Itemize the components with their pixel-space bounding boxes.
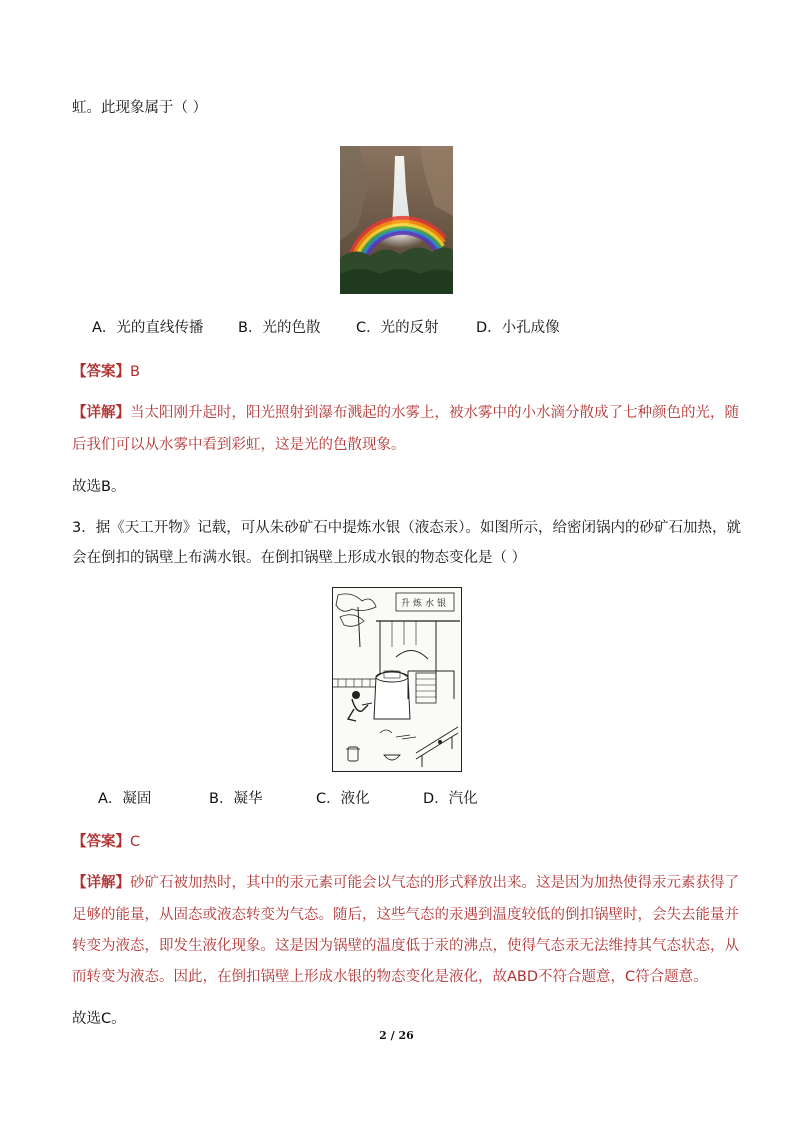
answer-value: C <box>130 834 141 850</box>
option-b: B．光的色散 <box>238 320 321 336</box>
answer-row <box>72 832 140 852</box>
detail-label: 【详解】 <box>72 875 130 891</box>
detail-label: 【详解】 <box>72 405 130 421</box>
option-a: A．光的直线传播 <box>92 320 204 336</box>
option-b: B．凝华 <box>209 791 263 807</box>
answer-label: 【答案】 <box>72 364 130 380</box>
answer-value: B <box>130 364 140 380</box>
answer-label: 【答案】 <box>72 834 130 850</box>
detail-text: 当太阳刚升起时，阳光照射到瀑布溅起的水雾上，被水雾中的小水滴分散成了七种颜色的光，随 <box>130 405 739 421</box>
conclusion: 故选B。 <box>72 479 126 495</box>
mercury-refining-illustration <box>332 587 462 772</box>
question-3-stem-line-2: 会在倒扣的锅壁上布满水银。在倒扣锅壁上形成水银的物态变化是（ ） <box>72 550 527 566</box>
detail-line-1 <box>72 873 739 893</box>
detail-line-4: 而转变为液态。因此，在倒扣锅壁上形成水银的物态变化是液化，故ABD不符合题意，C符合题意。 <box>72 969 708 985</box>
page-number: 2 / 26 <box>379 1029 414 1042</box>
detail-text: 砂矿石被加热时，其中的汞元素可能会以气态的形式释放出来。这是因为加热使得汞元素获得了 <box>130 875 739 891</box>
option-c: C．液化 <box>316 791 370 807</box>
detail-line-3: 转变为液态，即发生液化现象。这是因为锅壁的温度低于汞的沸点，使得气态汞无法维持其气态状态，从 <box>72 938 739 954</box>
detail-line-2: 后我们可以从水雾中看到彩虹，这是光的色散现象。 <box>72 437 406 453</box>
option-a: A．凝固 <box>98 791 152 807</box>
answer-row <box>72 362 140 382</box>
detail-line-2: 足够的能量，从固态或液态转变为气态。随后，这些气态的汞遇到温度较低的倒扣锅壁时，会失去能量并 <box>72 907 739 923</box>
question-2-stem-tail: 虹。此现象属于（ ） <box>72 100 208 116</box>
option-c: C．光的反射 <box>356 320 439 336</box>
conclusion: 故选C。 <box>72 1011 126 1027</box>
option-d: D．汽化 <box>423 791 478 807</box>
waterfall-illustration <box>340 146 453 294</box>
figure-title: 升炼水银 <box>400 599 450 609</box>
question-3-stem-line-1: 3．据《天工开物》记载，可从朱砂矿石中提炼水银（液态汞）。如图所示，给密闭锅内的砂矿石加热，就 <box>72 520 741 536</box>
tiangong-kaiwu-illustration <box>332 587 462 772</box>
detail-line-1 <box>72 403 739 423</box>
option-d: D．小孔成像 <box>476 320 560 336</box>
waterfall-rainbow-image <box>340 146 453 294</box>
